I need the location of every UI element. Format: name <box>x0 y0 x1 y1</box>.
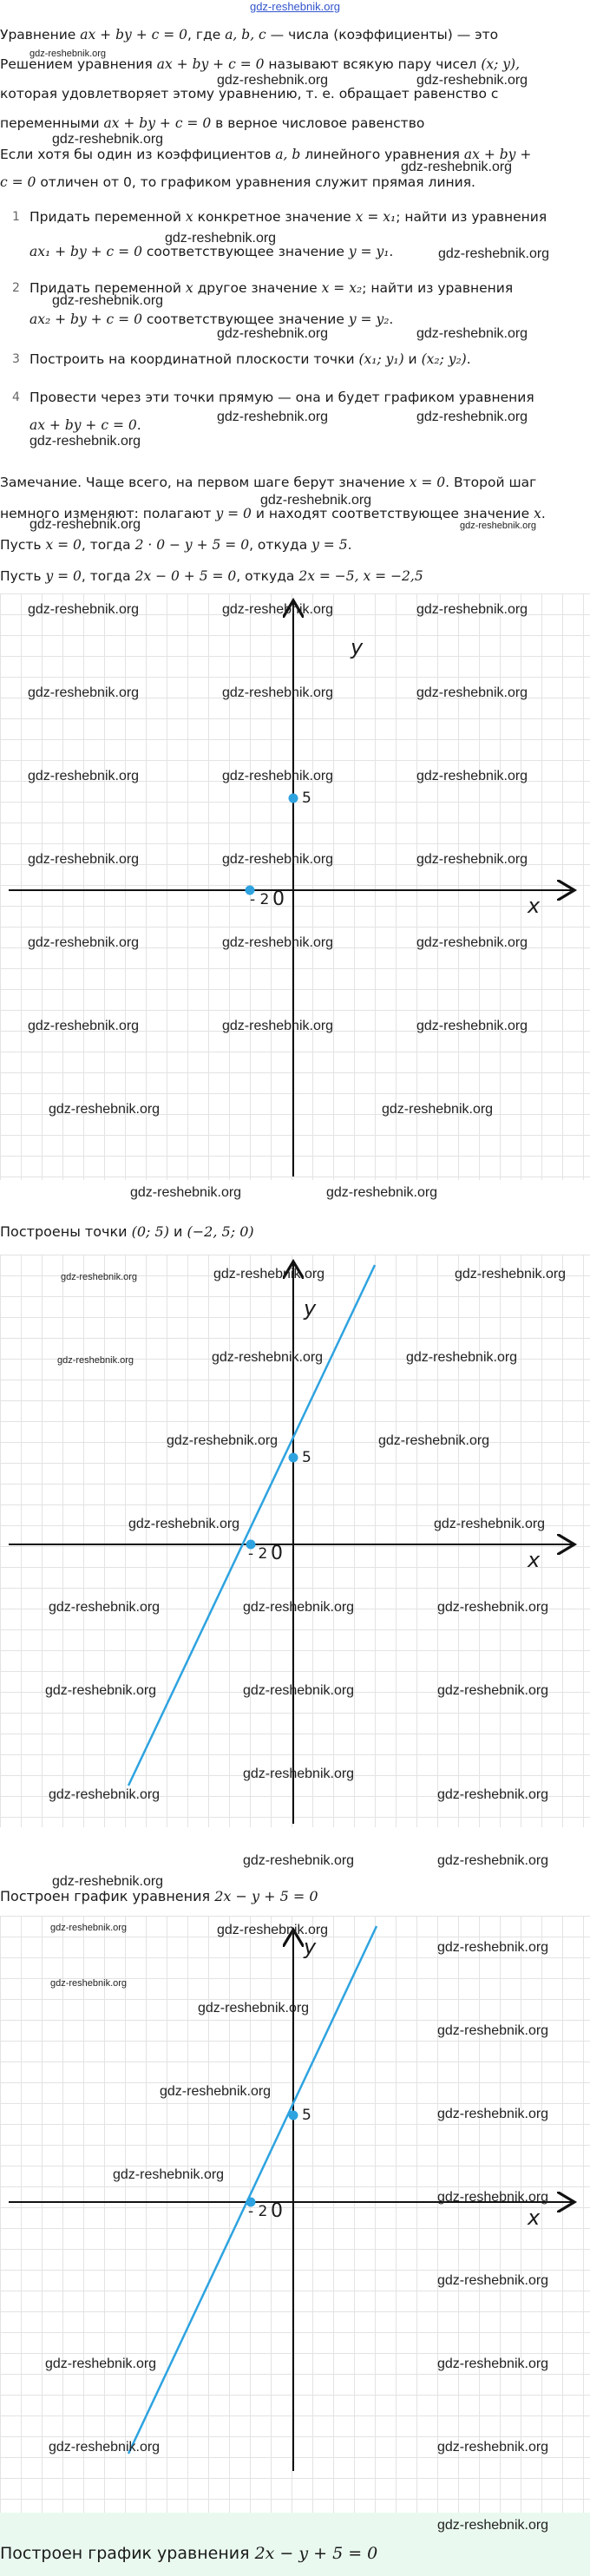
watermark: gdz-reshebnik.org <box>416 410 528 424</box>
text: Построены точки <box>0 1223 132 1240</box>
watermark: gdz-reshebnik.org <box>437 1787 549 1802</box>
point-0-5 <box>289 2111 298 2120</box>
equation: x = x₁ <box>355 209 397 225</box>
watermark: gdz-reshebnik.org <box>213 1267 325 1281</box>
equation: y = 0 <box>45 568 82 584</box>
watermark: gdz-reshebnik.org <box>167 1433 279 1448</box>
x-axis-label: x <box>528 1548 541 1572</box>
caption-1 <box>0 1223 254 1240</box>
watermark: gdz-reshebnik.org <box>50 1923 128 1933</box>
list-number: 2 <box>12 281 20 295</box>
x-axis-label: x <box>528 894 541 918</box>
tick-label-5: 5 <box>302 790 311 807</box>
equation: ax + by + c = 0 <box>30 417 137 433</box>
text: ; найти из уравнения <box>362 280 514 296</box>
text: , откуда <box>249 537 312 553</box>
equation: (−2, 5; 0) <box>187 1223 254 1240</box>
y-axis-label: y <box>304 1935 317 1959</box>
watermark: gdz-reshebnik.org <box>416 1019 528 1033</box>
watermark: gdz-reshebnik.org <box>165 231 277 246</box>
watermark: gdz-reshebnik.org <box>401 160 513 174</box>
text: переменными <box>0 115 104 131</box>
watermark: gdz-reshebnik.org <box>28 685 140 700</box>
watermark: gdz-reshebnik.org <box>437 2273 549 2288</box>
calc-line-1 <box>0 534 583 555</box>
equation: a, b <box>275 147 301 162</box>
watermark: gdz-reshebnik.org <box>455 1267 567 1281</box>
equation: x = 0 <box>409 475 446 490</box>
point-0-5 <box>289 1453 298 1463</box>
text: . <box>389 244 394 259</box>
tick-label-minus-2: - 2 <box>248 1545 268 1563</box>
x-axis-label: x <box>528 2206 541 2230</box>
equation: (x₂; y₂) <box>421 351 467 367</box>
text: в верное числовое равенство <box>211 115 425 131</box>
equation: (0; 5) <box>131 1223 169 1240</box>
text: , тогда <box>81 537 135 553</box>
watermark: gdz-reshebnik.org <box>49 1102 161 1117</box>
watermark: gdz-reshebnik.org <box>217 326 329 341</box>
watermark: gdz-reshebnik.org <box>438 246 550 261</box>
equation: y = 0 <box>215 506 252 521</box>
tick-label-minus-2: - 2 <box>250 891 270 908</box>
calc-line-2 <box>0 566 583 587</box>
graph-1 <box>0 593 590 1180</box>
text: . Второй шаг <box>445 475 537 490</box>
text: отличен от 0, то графиком уравнения служит прямая линия. <box>36 174 475 190</box>
graph-3 <box>0 1916 590 2513</box>
text: — числа (коэффициенты) — это <box>266 27 499 43</box>
equation: x <box>185 209 193 225</box>
text: соответствующее значение <box>141 311 349 327</box>
watermark: gdz-reshebnik.org <box>30 49 107 59</box>
watermark: gdz-reshebnik.org <box>416 769 528 783</box>
equation: ax + by + c = 0 <box>156 56 265 72</box>
watermark: gdz-reshebnik.org <box>217 73 329 88</box>
equation: ax + by + c = 0 <box>103 115 212 131</box>
origin-label: 0 <box>271 1543 283 1564</box>
watermark: gdz-reshebnik.org <box>222 852 334 867</box>
watermark: gdz-reshebnik.org <box>222 602 334 617</box>
watermark: gdz-reshebnik.org <box>130 1185 242 1200</box>
watermark: gdz-reshebnik.org <box>217 1923 329 1937</box>
watermark: gdz-reshebnik.org <box>437 1683 549 1698</box>
text: Если хотя бы один из коэффициентов <box>0 147 276 162</box>
text: немного изменяют: полагают <box>0 506 216 521</box>
watermark: gdz-reshebnik.org <box>52 132 164 147</box>
watermark: gdz-reshebnik.org <box>28 1019 140 1033</box>
watermark: gdz-reshebnik.org <box>28 769 140 783</box>
text: , тогда <box>81 568 135 584</box>
origin-label: 0 <box>271 2200 283 2222</box>
text: . <box>389 311 394 327</box>
watermark: gdz-reshebnik.org <box>260 493 372 508</box>
equation: ax + by + c = 0 <box>80 27 187 43</box>
watermark: gdz-reshebnik.org <box>437 2356 549 2371</box>
remark-line-1 <box>0 472 583 493</box>
watermark: gdz-reshebnik.org <box>52 293 164 308</box>
equation: (x₁; y₁) <box>358 351 404 367</box>
watermark: gdz-reshebnik.org <box>243 1766 355 1781</box>
caption-2 <box>0 1888 318 1904</box>
list-number: 1 <box>12 210 20 224</box>
equation: x <box>534 506 541 521</box>
list-number: 4 <box>12 390 20 404</box>
tick-label-5: 5 <box>302 1449 311 1466</box>
watermark: gdz-reshebnik.org <box>437 2518 549 2533</box>
watermark: gdz-reshebnik.org <box>49 2440 161 2455</box>
watermark: gdz-reshebnik.org <box>45 1683 157 1698</box>
watermark: gdz-reshebnik.org <box>416 685 528 700</box>
watermark: gdz-reshebnik.org <box>382 1102 494 1117</box>
equation: c = 0 <box>0 174 36 190</box>
watermark: gdz-reshebnik.org <box>222 1019 334 1033</box>
text: Пусть <box>0 537 46 553</box>
watermark: gdz-reshebnik.org <box>57 1355 134 1366</box>
text: Построить на координатной плоскости точки <box>30 351 359 367</box>
watermark: gdz-reshebnik.org <box>460 521 537 531</box>
equation: y = 5 <box>311 537 348 553</box>
text: , откуда <box>236 568 299 584</box>
watermark: gdz-reshebnik.org <box>160 2084 272 2099</box>
text: . <box>347 537 352 553</box>
watermark: gdz-reshebnik.org <box>437 2190 549 2205</box>
text: и <box>168 1223 187 1240</box>
watermark: gdz-reshebnik.org <box>50 1978 128 1989</box>
watermark: gdz-reshebnik.org <box>416 326 528 341</box>
graph-2-svg <box>0 1255 590 1827</box>
text: конкретное значение <box>193 209 356 225</box>
text: и <box>403 351 422 367</box>
text: , где <box>187 27 226 43</box>
equation: x = x₂ <box>321 280 363 296</box>
equation: 2x − y + 5 = 0 <box>214 1888 318 1904</box>
graph-2 <box>0 1255 590 1827</box>
intro-line-4 <box>0 113 583 134</box>
text: линейного уравнения <box>300 147 464 162</box>
origin-label: 0 <box>272 888 285 910</box>
watermark: gdz-reshebnik.org <box>243 1600 355 1615</box>
watermark: gdz-reshebnik.org <box>217 410 329 424</box>
watermark: gdz-reshebnik.org <box>416 852 528 867</box>
watermark: gdz-reshebnik.org <box>49 1787 161 1802</box>
caption-3 <box>0 2544 377 2563</box>
equation: x = 0 <box>45 537 82 553</box>
watermark: gdz-reshebnik.org <box>378 1433 490 1448</box>
watermark: gdz-reshebnik.org <box>243 1853 355 1868</box>
equation: 2x = −5, x = −2,5 <box>298 568 423 584</box>
watermark: gdz-reshebnik.org <box>222 935 334 950</box>
text: . <box>136 417 141 433</box>
watermark: gdz-reshebnik.org <box>52 1874 164 1889</box>
text: соответствующее значение <box>141 244 349 259</box>
site-link[interactable]: gdz-reshebnik.org <box>249 0 341 13</box>
watermark: gdz-reshebnik.org <box>416 935 528 950</box>
text: Замечание. Чаще всего, на первом шаге берут значение <box>0 475 410 490</box>
watermark: gdz-reshebnik.org <box>437 1600 549 1615</box>
tick-label-minus-2: - 2 <box>248 2203 268 2220</box>
equation: ax + by + <box>463 147 532 162</box>
text: Построен график уравнения <box>0 1888 215 1904</box>
text: и находят соответствующее значение <box>251 506 534 521</box>
watermark: gdz-reshebnik.org <box>198 2001 310 2016</box>
watermark: gdz-reshebnik.org <box>437 1853 549 1868</box>
watermark: gdz-reshebnik.org <box>28 852 140 867</box>
text: Придать переменной <box>30 209 186 225</box>
watermark: gdz-reshebnik.org <box>222 769 334 783</box>
watermark: gdz-reshebnik.org <box>416 602 528 617</box>
text: Пусть <box>0 568 46 584</box>
watermark: gdz-reshebnik.org <box>437 2023 549 2038</box>
equation: a, b, c <box>225 27 266 43</box>
equation: y = y₂ <box>348 311 390 327</box>
text: Уравнение <box>0 27 81 43</box>
equation: 2 · 0 − y + 5 = 0 <box>134 537 250 553</box>
watermark: gdz-reshebnik.org <box>128 1517 240 1531</box>
watermark: gdz-reshebnik.org <box>212 1350 324 1365</box>
equation: ax₂ + by + c = 0 <box>30 311 142 327</box>
equation: 2x − y + 5 = 0 <box>254 2544 378 2563</box>
equation: y = y₁ <box>348 244 390 259</box>
text: ; найти из уравнения <box>396 209 547 225</box>
watermark: gdz-reshebnik.org <box>326 1185 438 1200</box>
list-number: 3 <box>12 352 20 366</box>
watermark: gdz-reshebnik.org <box>49 1600 161 1615</box>
y-axis-label: y <box>351 635 364 659</box>
site-header <box>0 0 590 12</box>
graph-1-svg <box>0 593 590 1180</box>
equation: x <box>185 280 193 296</box>
watermark: gdz-reshebnik.org <box>30 434 141 449</box>
watermark: gdz-reshebnik.org <box>30 517 141 532</box>
watermark: gdz-reshebnik.org <box>113 2167 225 2182</box>
text: называют всякую пару чисел <box>264 56 482 72</box>
watermark: gdz-reshebnik.org <box>437 2107 549 2121</box>
footer-panel <box>0 2513 590 2576</box>
watermark: gdz-reshebnik.org <box>434 1517 546 1531</box>
text: Провести через эти точки прямую — она и будет графиком уравнения <box>30 390 534 405</box>
text: Построен график уравнения <box>0 2544 255 2563</box>
equation: 2x − 0 + 5 = 0 <box>134 568 237 584</box>
watermark: gdz-reshebnik.org <box>416 73 528 88</box>
y-axis-label: y <box>304 1296 317 1321</box>
tick-label-5: 5 <box>302 2107 311 2124</box>
watermark: gdz-reshebnik.org <box>437 2440 549 2455</box>
equation: ax₁ + by + c = 0 <box>30 244 142 259</box>
watermark: gdz-reshebnik.org <box>28 935 140 950</box>
watermark: gdz-reshebnik.org <box>61 1272 138 1282</box>
watermark: gdz-reshebnik.org <box>243 1683 355 1698</box>
watermark: gdz-reshebnik.org <box>222 685 334 700</box>
watermark: gdz-reshebnik.org <box>406 1350 518 1365</box>
intro-line-1 <box>0 24 583 45</box>
watermark: gdz-reshebnik.org <box>437 1940 549 1955</box>
watermark: gdz-reshebnik.org <box>45 2356 157 2371</box>
text: другое значение <box>193 280 322 296</box>
text: Придать переменной <box>30 280 186 296</box>
text: Решением уравнения <box>0 56 157 72</box>
equation: (x; y), <box>481 56 521 72</box>
text: . <box>541 506 546 521</box>
point-0-5 <box>289 794 298 803</box>
watermark: gdz-reshebnik.org <box>28 602 140 617</box>
text: . <box>466 351 471 367</box>
text: которая удовлетворяет этому уравнению, т. е. обращает равенство с <box>0 86 499 102</box>
